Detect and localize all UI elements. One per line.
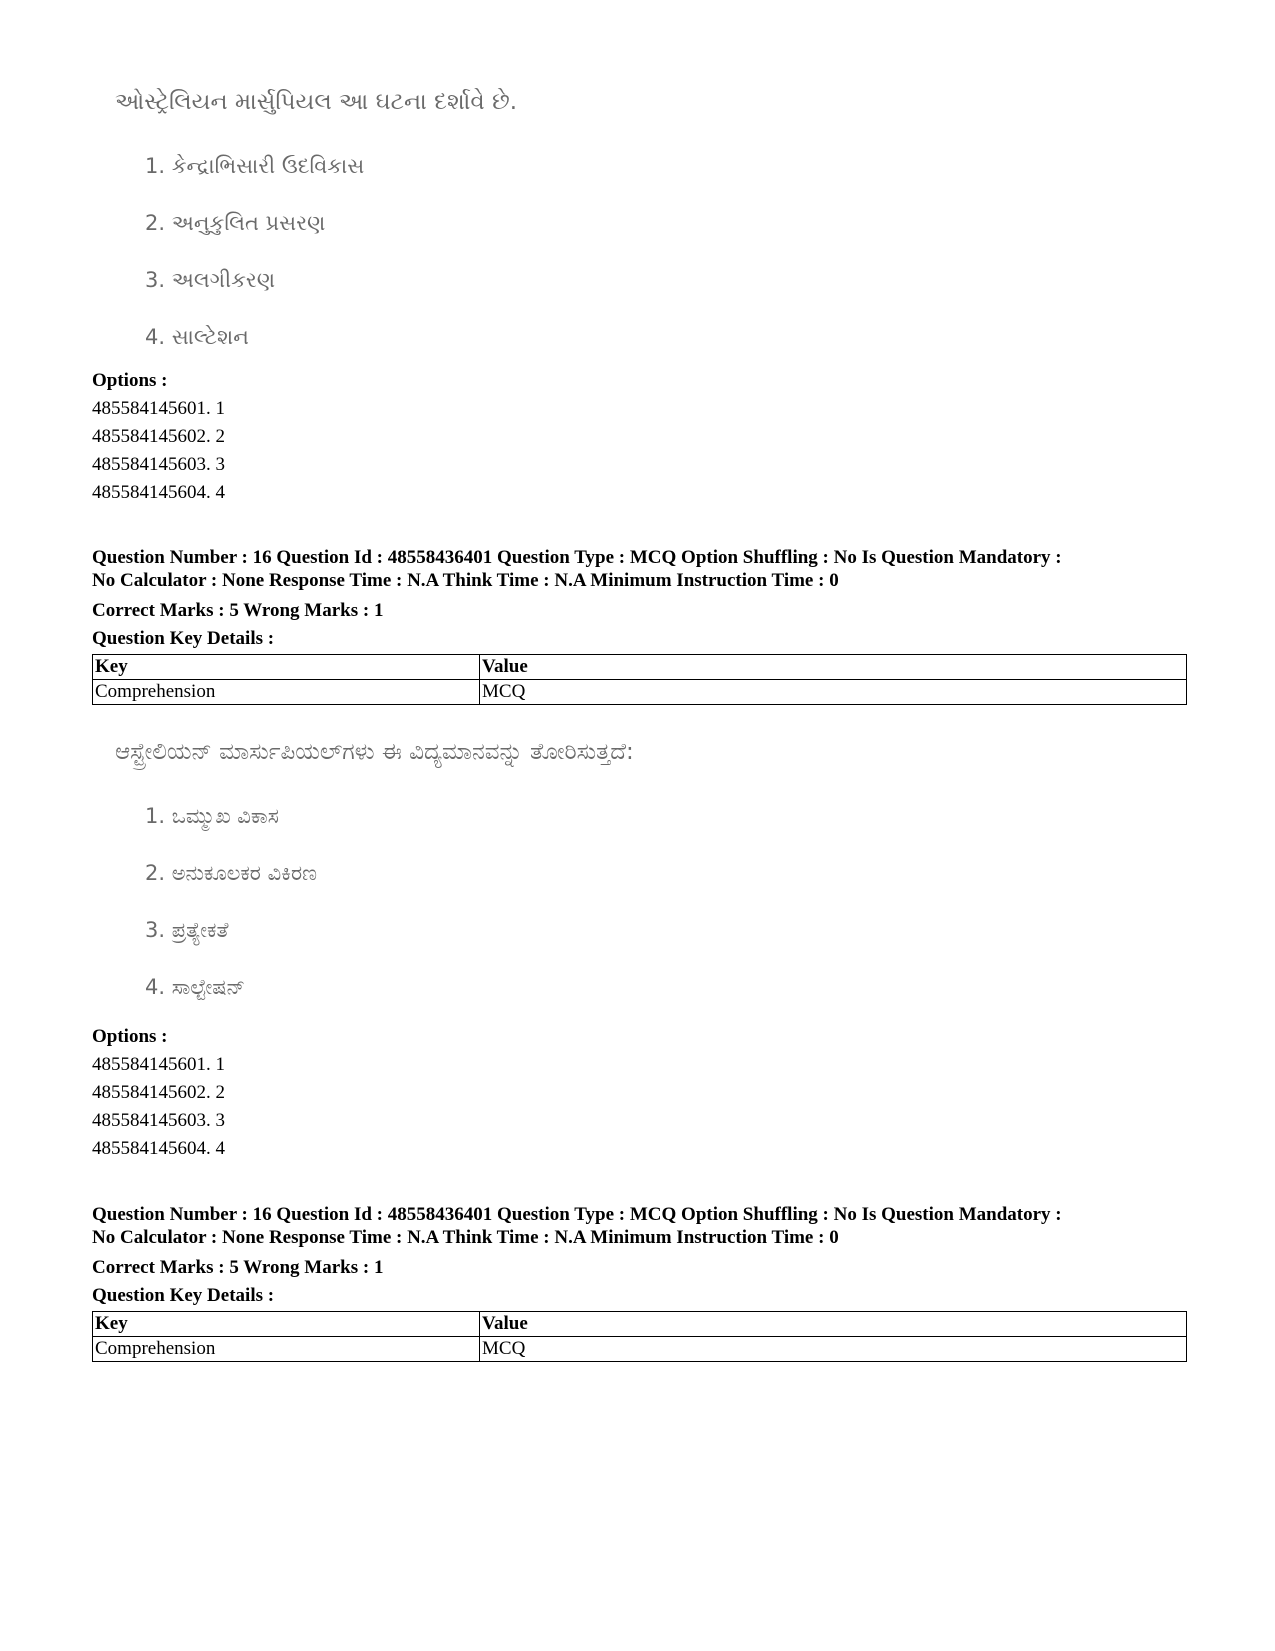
key-details-heading: Question Key Details : bbox=[92, 1285, 275, 1306]
table-row bbox=[93, 680, 1187, 705]
table-cell-key: Comprehension bbox=[93, 680, 480, 705]
options-list bbox=[92, 1022, 225, 1163]
options-heading: Options : bbox=[92, 370, 168, 391]
question-choice-4: 4. ಸಾಲ್ಟೇಷನ್ bbox=[145, 975, 246, 999]
question-meta bbox=[92, 1203, 1192, 1310]
option-item: 485584145604. 4 bbox=[92, 482, 225, 503]
options-heading: Options : bbox=[92, 1026, 168, 1047]
question-choice-1: 1. કેન્દ્રાભિસારી ઉદવિકાસ bbox=[145, 154, 365, 178]
key-value-table bbox=[92, 1311, 1187, 1362]
key-details-heading: Question Key Details : bbox=[92, 628, 275, 649]
table-cell-value: MCQ bbox=[480, 1337, 1187, 1362]
table-header-value: Value bbox=[480, 655, 1187, 680]
question-stem: ઓસ્ટ્રેલિયન માર્સુપિયલ આ ઘટના દર્શાવે છે. bbox=[115, 89, 518, 115]
question-meta-line: Question Number : 16 Question Id : 48558436401 Question Type : MCQ Option Shuffling : No Is Question Mandatory : bbox=[92, 547, 1062, 568]
marks-line: Correct Marks : 5 Wrong Marks : 1 bbox=[92, 1257, 384, 1278]
option-item: 485584145604. 4 bbox=[92, 1138, 225, 1159]
table-header-key: Key bbox=[93, 1312, 480, 1337]
table-cell-key: Comprehension bbox=[93, 1337, 480, 1362]
option-item: 485584145603. 3 bbox=[92, 454, 225, 475]
option-item: 485584145603. 3 bbox=[92, 1110, 225, 1131]
question-choice-1: 1. ಒಮ್ಮುಖ ವಿಕಾಸ bbox=[145, 804, 279, 828]
question-image-gujarati bbox=[115, 82, 517, 366]
table-header-value: Value bbox=[480, 1312, 1187, 1337]
option-item: 485584145602. 2 bbox=[92, 426, 225, 447]
option-item: 485584145601. 1 bbox=[92, 1054, 225, 1075]
question-meta-line: No Calculator : None Response Time : N.A Think Time : N.A Minimum Instruction Time : 0 bbox=[92, 1227, 839, 1248]
option-item: 485584145602. 2 bbox=[92, 1082, 225, 1103]
marks-line: Correct Marks : 5 Wrong Marks : 1 bbox=[92, 600, 384, 621]
key-value-table bbox=[92, 654, 1187, 705]
options-list bbox=[92, 366, 225, 507]
question-choice-4: 4. સાલ્ટેશન bbox=[145, 325, 249, 349]
table-header-row bbox=[93, 655, 1187, 680]
question-stem: ಆಸ್ಟ್ರೇಲಿಯನ್ ಮಾರ್ಸುಪಿಯಲ್‌ಗಳು ಈ ವಿದ್ಯಮಾನವನ್ನು ತೋರಿಸುತ್ತದೆ: bbox=[115, 739, 634, 765]
question-choice-3: 3. ಪ್ರತ್ಯೇಕತೆ bbox=[145, 918, 229, 942]
table-row bbox=[93, 1337, 1187, 1362]
question-meta-line: No Calculator : None Response Time : N.A Think Time : N.A Minimum Instruction Time : 0 bbox=[92, 570, 839, 591]
option-item: 485584145601. 1 bbox=[92, 398, 225, 419]
question-choice-2: 2. ಅನುಕೂಲಕರ ವಿಕಿರಣ bbox=[145, 861, 317, 885]
question-choice-3: 3. અલગીકરણ bbox=[145, 268, 276, 292]
question-meta-line: Question Number : 16 Question Id : 48558436401 Question Type : MCQ Option Shuffling : No Is Question Mandatory : bbox=[92, 1204, 1062, 1225]
table-header-key: Key bbox=[93, 655, 480, 680]
table-cell-value: MCQ bbox=[480, 680, 1187, 705]
table-header-row bbox=[93, 1312, 1187, 1337]
question-choice-2: 2. અનુકુલિત પ્રસરણ bbox=[145, 211, 326, 235]
question-meta bbox=[92, 546, 1192, 653]
question-image-kannada bbox=[115, 732, 634, 1016]
